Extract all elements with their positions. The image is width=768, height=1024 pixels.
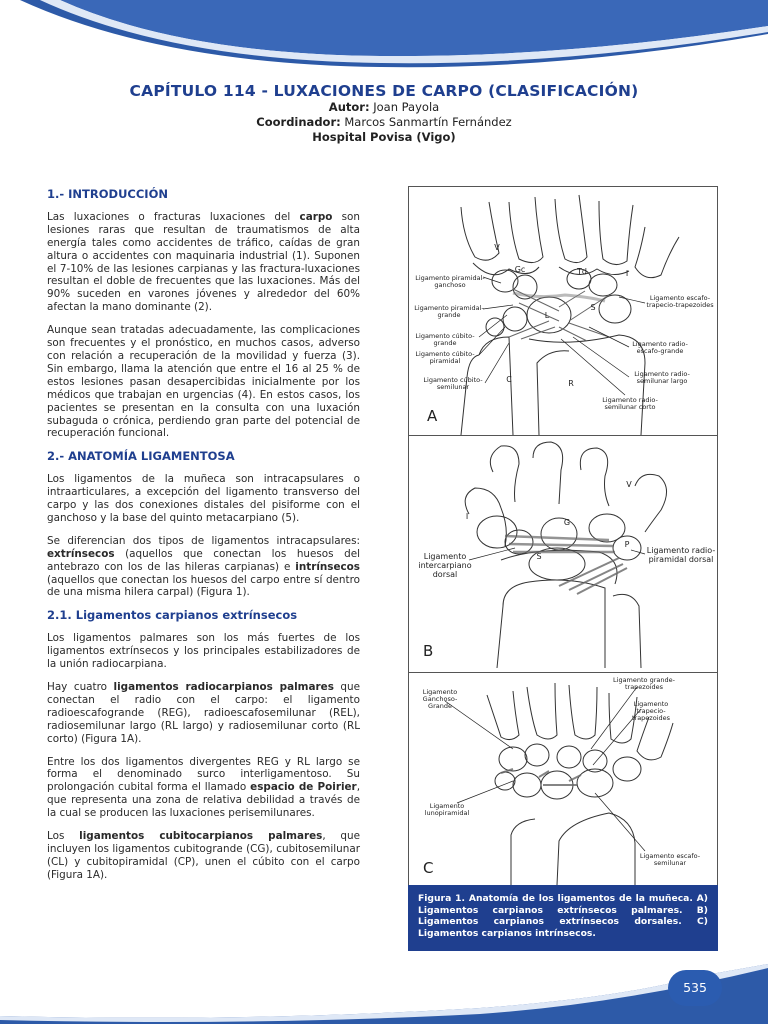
extrinsic-subheading: 2.1. Ligamentos carpianos extrínsecos: [47, 608, 298, 623]
panel-letter-b: B: [423, 642, 434, 660]
text-run: Entre los dos ligamentos divergentes REG y RL largo se forma el denominado surco interligamentoso. Su prolongación cubital forma el llamado: [47, 755, 360, 794]
label-scapholunate: Ligamento escafo-semilunar: [639, 852, 701, 867]
coordinator-name: Marcos Sanmartín Fernández: [344, 115, 512, 129]
coordinator-label: Coordinador:: [256, 115, 341, 129]
bold-term: ligamentos radiocarpianos palmares: [113, 681, 334, 693]
intro-paragraph-1: [47, 211, 360, 314]
panel-letter-a: A: [427, 407, 438, 425]
bone-label-td: Td: [577, 267, 587, 276]
bone-label-l: L: [544, 311, 550, 320]
label-hamate-capitate: Ligamento Ganchoso-Grande: [422, 688, 458, 710]
bold-term: carpo: [299, 210, 333, 223]
intro-paragraph-2: Aunque sean tratadas adecuadamente, las complicaciones son frecuentes y el pronóstico, en muchos casos, adverso con relación a recuperación de la movilidad y fuerza (3). Sin embargo, llama la atención que entre el 16 al 25 % de estos lesiones pasan desapercibidas inicialmente por los médicos que trabajan en urgencias (4). En estos casos, los pacientes se presentan en la consulta con una luxación subaguda o crónica, perdiendo gran parte del potencial de recuperación funcional.: [47, 324, 360, 440]
label-long-rl: Ligamento radio-semilunar largo: [634, 370, 690, 385]
chapter-title: CAPÍTULO 114 - LUXACIONES DE CARPO (CLASIFICACIÓN): [129, 82, 639, 100]
text-run: Las luxaciones o fracturas luxaciones del: [47, 210, 300, 223]
text-run: Hay cuatro: [47, 681, 114, 693]
bone-label-r: R: [568, 379, 574, 388]
text-run: son lesiones raras que resultan de traumatismos de alta energía tales como accidentes de tráfico, caídas de gran altura o accidentes con maquinaria industrial (1). Suponen el 7-10% de las lesiones carpianas y las fractura-luxaciones resultan el doble de frecuentes que las luxaciones. Más del 90% suceden en varones jóvenes y alrededor del 60% afectan la mano dominante (2).: [47, 210, 360, 314]
bone-label-i: I: [465, 512, 469, 521]
bold-term: ligamentos cubitocarpianos palmares: [79, 830, 323, 843]
bold-term: espacio de Poirier: [250, 781, 357, 794]
title-block: [0, 82, 768, 145]
extrinsic-paragraph-2: [47, 681, 360, 746]
label-dorsal-intercarpal: Ligamento intercarpiano dorsal: [418, 552, 472, 579]
author-name: Joan Payola: [373, 100, 440, 114]
anatomy-paragraph-2: [47, 535, 360, 600]
label-short-rl: Ligamento radio-semilunar corto: [602, 396, 658, 411]
label-lunotriquetral: Ligamento lunopiramidal: [424, 802, 470, 817]
author-line: [0, 100, 768, 115]
label-ulno-lunate: Ligamento cúbito-semilunar: [423, 376, 483, 391]
bone-label-g: G: [563, 518, 571, 527]
page-number-badge: 535: [668, 970, 722, 1006]
intro-heading: 1.- INTRODUCCIÓN: [47, 187, 168, 201]
extrinsic-paragraph-1: Los ligamentos palmares son los más fuertes de los ligamentos extrínsecos y los principales estabilizadores de la unión radiocarpiana.: [47, 632, 360, 671]
text-run: que conectan el radio con el carpo: el ligamento radioescafogrande (REG), radioescafosemilunar (REL), radiosemilunar largo (RL largo) y radiosemilunar corto (RL corto) (Figura 1A).: [47, 681, 360, 745]
anatomy-paragraph-1: Los ligamentos de la muñeca son intracapsulares o intraarticulares, a excepción del ligamento transverso del carpo y las dos conexiones distales del pisiforme con el ganchoso y la base del quinto metacarpiano (5).: [47, 473, 360, 524]
label-rsc: Ligamento radio-escafo-grande: [632, 340, 688, 355]
main-text-column: [47, 182, 360, 892]
figure-panel-c: [408, 672, 718, 888]
text-run: , que incluyen los ligamentos cubitogrande (CG), cubitosemilunar (CL) y cubitopiramidal (CP), unen el cúbito con el carpo (Figura 1A).: [47, 830, 361, 881]
label-ulno-capitate: Ligamento cúbito-grande: [415, 332, 475, 347]
bone-label-gc: Gc: [514, 265, 526, 274]
bone-label-i: I: [625, 269, 629, 278]
label-capitate-trapezoid: Ligamento grande-trapezoides: [613, 676, 675, 691]
label-pyramidal-capitate: Ligamento piramidal-grande: [414, 304, 484, 319]
extrinsic-paragraph-4: [47, 830, 360, 882]
figure-panel-a: [408, 186, 718, 436]
text-run: , que representa una zona de relativa debilidad a través de la cual se producen las luxaciones perisemilunares.: [47, 781, 360, 820]
author-label: Autor:: [328, 100, 370, 114]
bold-term: extrínsecos: [47, 547, 115, 560]
extrinsic-paragraph-3: [47, 756, 360, 821]
label-pyramidal-hamate: Ligamento piramidal-ganchoso: [415, 274, 485, 289]
bone-label-v: V: [626, 480, 632, 489]
panel-letter-c: C: [423, 859, 434, 877]
coordinator-line: [0, 115, 768, 130]
label-ulno-triquetral: Ligamento cúbito-piramidal: [415, 350, 475, 365]
bold-term: intrínsecos: [295, 560, 360, 573]
bone-label-c: C: [506, 375, 512, 384]
figure-caption: Figura 1. Anatomía de los ligamentos de la muñeca. A) Ligamentos carpianos extrínsecos palmares. B) Ligamentos carpianos extrínsecos dorsales. C) Ligamentos carpianos intrínsecos.: [408, 885, 718, 951]
figure-1: [408, 186, 718, 888]
label-dorsal-radiotriquetral: Ligamento radio-piramidal dorsal: [646, 546, 716, 564]
bone-label-s: S: [536, 552, 542, 561]
text-run: (aquellos que conectan los huesos del antebrazo con los de las hileras carpianas) e: [47, 547, 360, 573]
bone-label-v: V: [494, 243, 500, 252]
anatomy-heading: 2.- ANATOMÍA LIGAMENTOSA: [47, 449, 235, 464]
bone-label-s: S: [590, 303, 596, 312]
text-run: Los: [47, 830, 80, 843]
header-decoration: [0, 0, 768, 80]
text-run: (aquellos que conectan los huesos del carpo entre sí dentro de una misma hilera carpal) (Figura 1).: [47, 573, 360, 599]
bone-label-p: P: [624, 540, 630, 549]
footer-decoration: [0, 964, 768, 1024]
hospital-line: [0, 130, 768, 145]
hospital-name: Hospital Povisa (Vigo): [312, 130, 456, 144]
label-stt: Ligamento escafo-trapecio-trapezoides: [646, 294, 714, 309]
figure-panel-b: [408, 435, 718, 673]
label-trapezium-trapezoid: Ligamento trapecio-trapezoides: [631, 700, 671, 722]
text-run: Se diferencian dos tipos de ligamentos intracapsulares:: [47, 534, 360, 547]
